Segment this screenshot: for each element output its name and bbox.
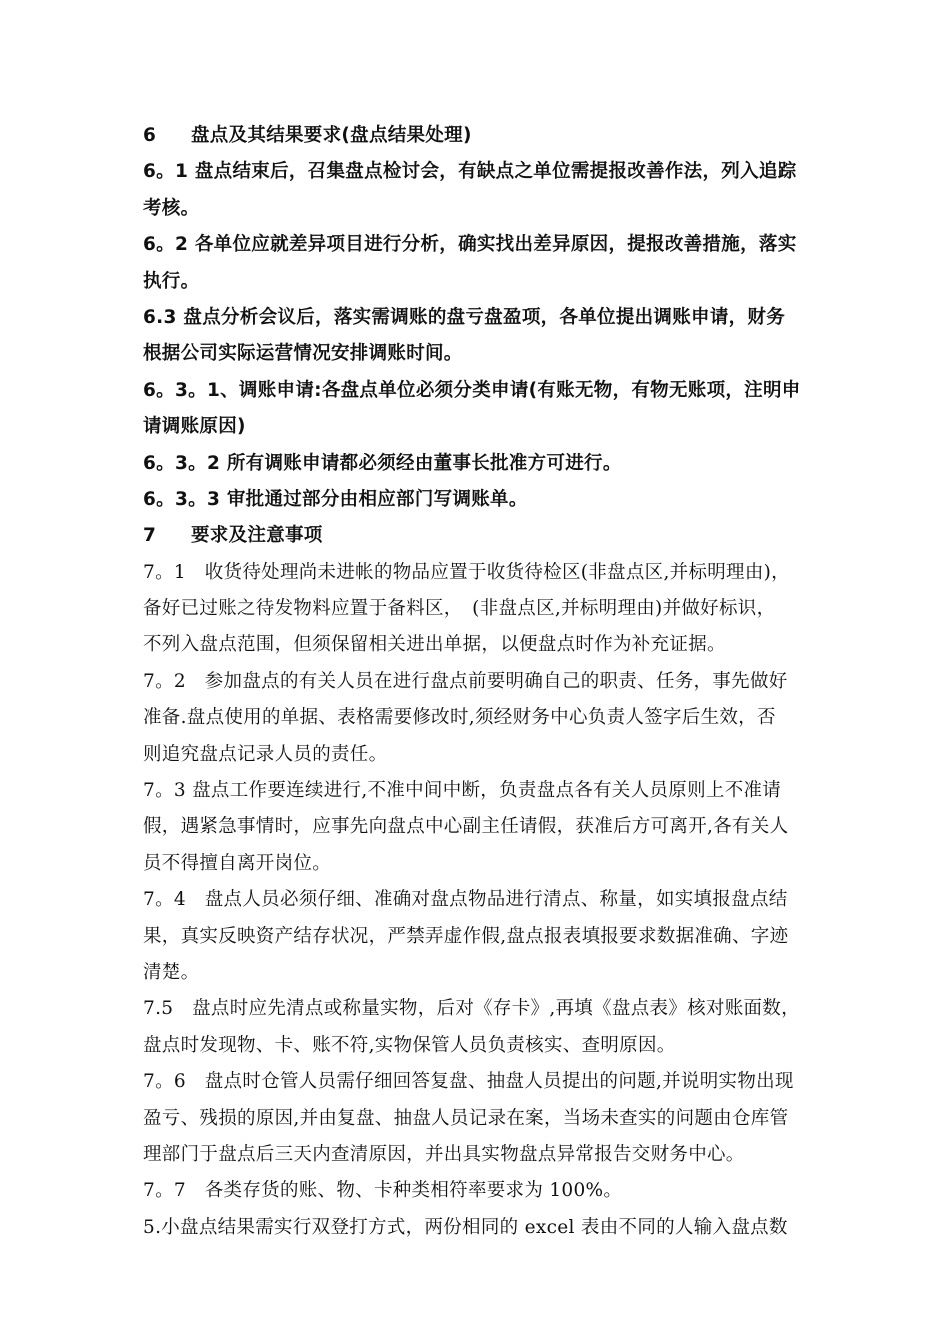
paragraph-line: 5.小盘点结果需实行双登打方式，两份相同的 excel 表由不同的人输入盘点数 <box>143 1216 788 1238</box>
paragraph-line: 盘点时发现物、卡、账不符,实物保管人员负责核实、查明原因。 <box>143 1034 676 1056</box>
paragraph-line: 执行。 <box>143 270 200 292</box>
paragraph-line: 备好已过账之待发物料应置于备料区， (非盘点区,并标明理由)并做好标识， <box>143 598 776 620</box>
paragraph-line: 7。2 参加盘点的有关人员在进行盘点前要明确自己的职责、任务，事先做好 <box>143 670 788 692</box>
section-6-title: 盘点及其结果要求(盘点结果处理) <box>191 125 472 146</box>
section-6-heading <box>143 118 813 154</box>
paragraph-line: 6.3 盘点分析会议后，落实需调账的盘亏盘盈项，各单位提出调账申请，财务 <box>143 306 786 328</box>
document-body <box>143 118 813 1246</box>
paragraph-line: 7。7 各类存货的账、物、卡种类相符率要求为 100%。 <box>143 1180 623 1202</box>
paragraph-line: 7.5 盘点时应先清点或称量实物，后对《存卡》,再填《盘点表》核对账面数， <box>143 998 800 1020</box>
paragraph-line: 根据公司实际运营情况安排调账时间。 <box>143 343 463 365</box>
section-7-number: 7 <box>143 525 157 547</box>
paragraph-line: 7。3 盘点工作要连续进行,不准中间中断，负责盘点各有关人员原则上不准请 <box>143 780 782 802</box>
paragraph-line: 清楚。 <box>143 961 200 983</box>
paragraph-line: 理部门于盘点后三天内查清原因，并出具实物盘点异常报告交财务中心。 <box>143 1143 745 1165</box>
paragraph-line: 7。6 盘点时仓管人员需仔细回答复盘、抽盘人员提出的问题,并说明实物出现 <box>143 1071 794 1093</box>
paragraph-line: 员不得擅自离开岗位。 <box>143 852 332 874</box>
paragraph-line: 6。3。1、调账申请:各盘点单位必须分类申请(有账无物，有物无账项，注明申 <box>143 379 801 401</box>
paragraph-line: 则追究盘点记录人员的责任。 <box>143 743 388 765</box>
paragraph-line: 果，真实反映资产结存状况，严禁弄虚作假,盘点报表填报要求数据准确、字迹 <box>143 925 789 947</box>
paragraph-line: 6。3。3 审批通过部分由相应部门写调账单。 <box>143 488 528 510</box>
section-6-number: 6 <box>143 125 157 146</box>
paragraph-line: 7。4 盘点人员必须仔细、准确对盘点物品进行清点、称量，如实填报盘点结 <box>143 889 788 911</box>
paragraph-line: 不列入盘点范围，但须保留相关进出单据，以便盘点时作为补充证据。 <box>143 634 726 656</box>
paragraph-line: 请调账原因) <box>143 416 246 438</box>
paragraph-line: 7。1 收货待处理尚未进帐的物品应置于收货待检区(非盘点区,并标明理由)， <box>143 561 790 583</box>
section-7-heading <box>143 518 813 554</box>
paragraph-line: 盈亏、残损的原因,并由复盘、抽盘人员记录在案，当场未查实的问题由仓库管 <box>143 1107 789 1129</box>
paragraph-line: 准备.盘点使用的单据、表格需要修改时,须经财务中心负责人签字后生效，否 <box>143 707 776 729</box>
section-7-title: 要求及注意事项 <box>191 525 323 547</box>
paragraph-line: 6。3。2 所有调账申请都必须经由董事长批准方可进行。 <box>143 452 622 474</box>
paragraph-line: 假，遇紧急事情时，应事先向盘点中心副主任请假，获准后方可离开,各有关人 <box>143 816 789 838</box>
paragraph-line: 6。1 盘点结束后，召集盘点检讨会，有缺点之单位需提报改善作法，列入追踪 <box>143 161 797 183</box>
paragraph-line: 考核。 <box>143 197 200 219</box>
paragraph-line: 6。2 各单位应就差异项目进行分析，确实找出差异原因，提报改善措施，落实 <box>143 234 797 256</box>
